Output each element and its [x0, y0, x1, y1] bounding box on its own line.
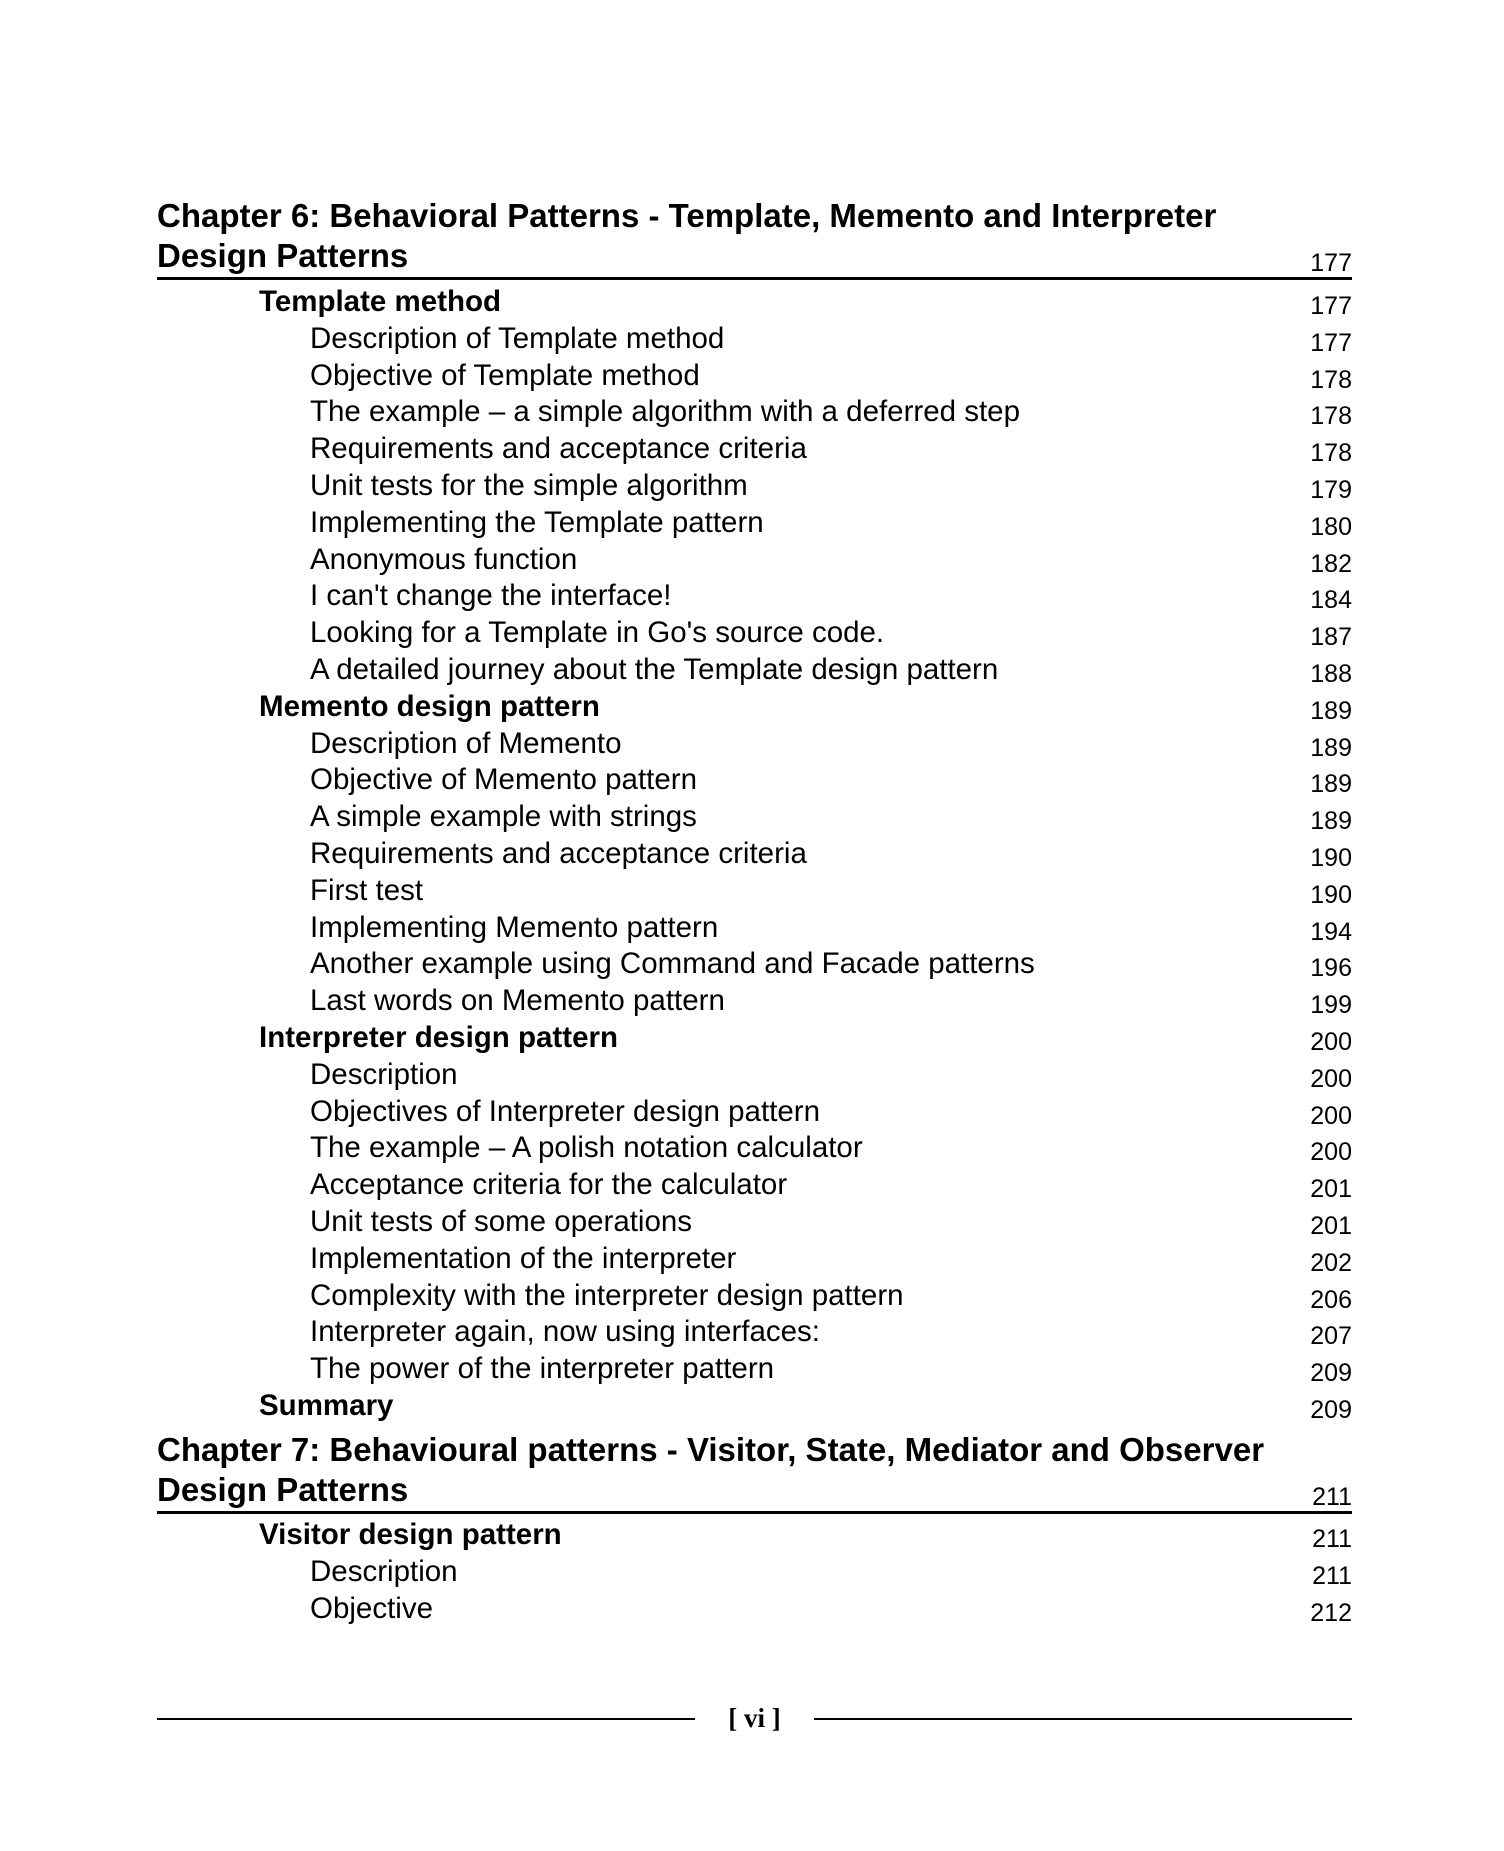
chapter-title-line1: Chapter 7: Behavioural patterns - Visitor, State, Mediator and Observer: [157, 1431, 1265, 1468]
toc-subsection-entry[interactable]: [0, 468, 1352, 504]
toc-section-entry[interactable]: [0, 284, 1352, 320]
toc-entry-page-number: 178: [1310, 402, 1352, 431]
toc-subsection-entry[interactable]: [0, 983, 1352, 1019]
toc-entry-page-number: 190: [1310, 880, 1352, 909]
toc-subsection-entry[interactable]: [0, 321, 1352, 357]
toc-subsection-entry[interactable]: [0, 799, 1352, 835]
toc-entry-page-number: 200: [1310, 1064, 1352, 1093]
toc-subsection-entry[interactable]: [0, 1351, 1352, 1387]
toc-entry-page-number: 209: [1310, 1359, 1352, 1388]
toc-entry-label: Unit tests for the simple algorithm: [310, 469, 748, 502]
toc-subsection-entry[interactable]: [0, 578, 1352, 614]
toc-entry-page-number: 182: [1310, 549, 1352, 578]
toc-subsection-entry[interactable]: [0, 431, 1352, 467]
toc-entry-page-number: 199: [1310, 991, 1352, 1020]
toc-entry-page-number: 207: [1310, 1322, 1352, 1351]
toc-entry-page-number: 189: [1310, 733, 1352, 762]
toc-subsection-entry[interactable]: [0, 1057, 1352, 1093]
toc-entry-page-number: 209: [1310, 1396, 1352, 1424]
chapter-rule: [157, 277, 1352, 280]
footer-rule-right: [814, 1718, 1352, 1720]
toc-entry-label: The example – a simple algorithm with a deferred step: [310, 395, 1020, 429]
toc-section-entry[interactable]: [0, 1020, 1352, 1056]
toc-entry-page-number: 180: [1310, 512, 1352, 541]
toc-entry-label: Implementing the Template pattern: [310, 505, 764, 539]
toc-subsection-entry[interactable]: [0, 652, 1352, 688]
toc-subsection-entry[interactable]: [0, 836, 1352, 872]
toc-entry-label: Memento design pattern: [259, 689, 600, 723]
chapter-title-line1: Chapter 6: Behavioral Patterns - Template, Memento and Interpreter: [157, 197, 1217, 234]
toc-section-entry[interactable]: [0, 1388, 1352, 1424]
toc-entry-page-number: 200: [1310, 1138, 1352, 1167]
chapter-rule: [157, 1511, 1352, 1514]
toc-entry-label: Implementing Memento pattern: [310, 910, 719, 944]
toc-entry-label: Objectives of Interpreter design pattern: [310, 1094, 820, 1128]
toc-entry-label: Another example using Command and Facade patterns: [310, 947, 1035, 981]
toc-entry-page-number: 211: [1312, 1525, 1352, 1553]
toc-entry-page-number: 200: [1310, 1101, 1352, 1130]
toc-entry-label: The power of the interpreter pattern: [310, 1352, 775, 1386]
toc-entry-label: Visitor design pattern: [259, 1518, 562, 1551]
toc-entry-page-number: 202: [1310, 1248, 1352, 1277]
toc-subsection-entry[interactable]: [0, 1094, 1352, 1130]
toc-subsection-entry[interactable]: [0, 910, 1352, 946]
toc-entry-page-number: 196: [1310, 954, 1352, 983]
toc-section-entry[interactable]: [0, 1517, 1352, 1553]
toc-subsection-entry[interactable]: [0, 1130, 1352, 1166]
toc-subsection-entry[interactable]: [0, 1204, 1352, 1240]
chapter-title-line2: Design Patterns: [157, 237, 409, 274]
chapter-6-heading: [157, 196, 1352, 276]
toc-entry-page-number: 201: [1310, 1175, 1352, 1204]
toc-subsection-entry[interactable]: [0, 394, 1352, 430]
toc-entry-label: Interpreter design pattern: [259, 1021, 618, 1054]
toc-entry-page-number: 189: [1310, 807, 1352, 836]
chapter-page-number: 177: [1310, 249, 1352, 277]
toc-entry-label: Acceptance criteria for the calculator: [310, 1168, 788, 1202]
toc-entry-label: Implementation of the interpreter: [310, 1241, 737, 1275]
toc-entry-label: Template method: [259, 285, 502, 318]
toc-entry-page-number: 212: [1310, 1598, 1352, 1627]
toc-subsection-entry[interactable]: [0, 505, 1352, 541]
toc-entry-page-number: 177: [1310, 328, 1352, 357]
toc-subsection-entry[interactable]: [0, 1167, 1352, 1203]
toc-entry-label: First test: [310, 873, 424, 907]
toc-subsection-entry[interactable]: [0, 542, 1352, 578]
toc-entry-label: Description of Memento: [310, 726, 622, 760]
toc-entry-label: Requirements and acceptance criteria: [310, 432, 807, 466]
toc-entry-label: Description: [310, 1057, 458, 1091]
toc-entry-label: A detailed journey about the Template design pattern: [310, 653, 999, 686]
toc-subsection-entry[interactable]: [0, 726, 1352, 762]
toc-entry-label: Objective of Template method: [310, 358, 700, 392]
toc-subsection-entry[interactable]: [0, 946, 1352, 982]
toc-entry-page-number: 177: [1310, 292, 1352, 320]
toc-entry-label: Last words on Memento pattern: [310, 984, 725, 1018]
toc-entry-page-number: 194: [1310, 917, 1352, 946]
toc-entry-label: The example – A polish notation calculator: [310, 1131, 863, 1165]
toc-entry-page-number: 178: [1310, 439, 1352, 468]
toc-subsection-entry[interactable]: [0, 873, 1352, 909]
toc-entry-label: Unit tests of some operations: [310, 1205, 693, 1238]
toc-entry-page-number: 189: [1310, 696, 1352, 725]
toc-entry-label: Objective of Memento pattern: [310, 763, 697, 797]
page-footer: [157, 1700, 1352, 1736]
toc-subsection-entry[interactable]: [0, 762, 1352, 798]
toc-entry-label: Description: [310, 1554, 458, 1588]
toc-entry-page-number: 190: [1310, 844, 1352, 872]
toc-entry-label: Objective: [310, 1591, 433, 1625]
toc-entry-page-number: 189: [1310, 770, 1352, 799]
toc-entry-page-number: 188: [1310, 660, 1352, 688]
toc-subsection-entry[interactable]: [0, 1241, 1352, 1277]
toc-entry-page-number: 187: [1310, 623, 1352, 652]
chapter-7-heading: [157, 1430, 1352, 1510]
toc-subsection-entry[interactable]: [0, 615, 1352, 651]
toc-subsection-entry[interactable]: [0, 358, 1352, 394]
toc-entry-page-number: 211: [1312, 1561, 1352, 1590]
toc-subsection-entry[interactable]: [0, 1591, 1352, 1627]
toc-subsection-entry[interactable]: [0, 1314, 1352, 1350]
toc-entry-page-number: 200: [1310, 1028, 1352, 1056]
toc-subsection-entry[interactable]: [0, 1278, 1352, 1314]
toc-entry-label: A simple example with strings: [310, 800, 697, 834]
toc-entry-page-number: 178: [1310, 365, 1352, 394]
toc-entry-label: I can't change the interface!: [310, 579, 672, 613]
chapter-page-number: 211: [1312, 1483, 1352, 1511]
toc-section-entry[interactable]: [0, 689, 1352, 725]
page-folio: [ vi ]: [728, 1703, 781, 1733]
toc-entry-label: Complexity with the interpreter design pattern: [310, 1278, 904, 1312]
toc-entry-label: Looking for a Template in Go's source code.: [310, 616, 885, 650]
toc-entry-page-number: 201: [1310, 1212, 1352, 1240]
toc-entry-page-number: 184: [1310, 586, 1352, 615]
toc-subsection-entry[interactable]: [0, 1554, 1352, 1590]
toc-entry-page-number: 206: [1310, 1285, 1352, 1314]
toc-entry-label: Anonymous function: [310, 542, 578, 576]
toc-entry-label: Requirements and acceptance criteria: [310, 837, 807, 870]
toc-entry-label: Description of Template method: [310, 321, 725, 355]
toc-entry-label: Interpreter again, now using interfaces:: [310, 1315, 820, 1349]
chapter-title-line2: Design Patterns: [157, 1471, 409, 1508]
toc-entry-label: Summary: [259, 1389, 394, 1422]
toc-entry-page-number: 179: [1310, 476, 1352, 504]
